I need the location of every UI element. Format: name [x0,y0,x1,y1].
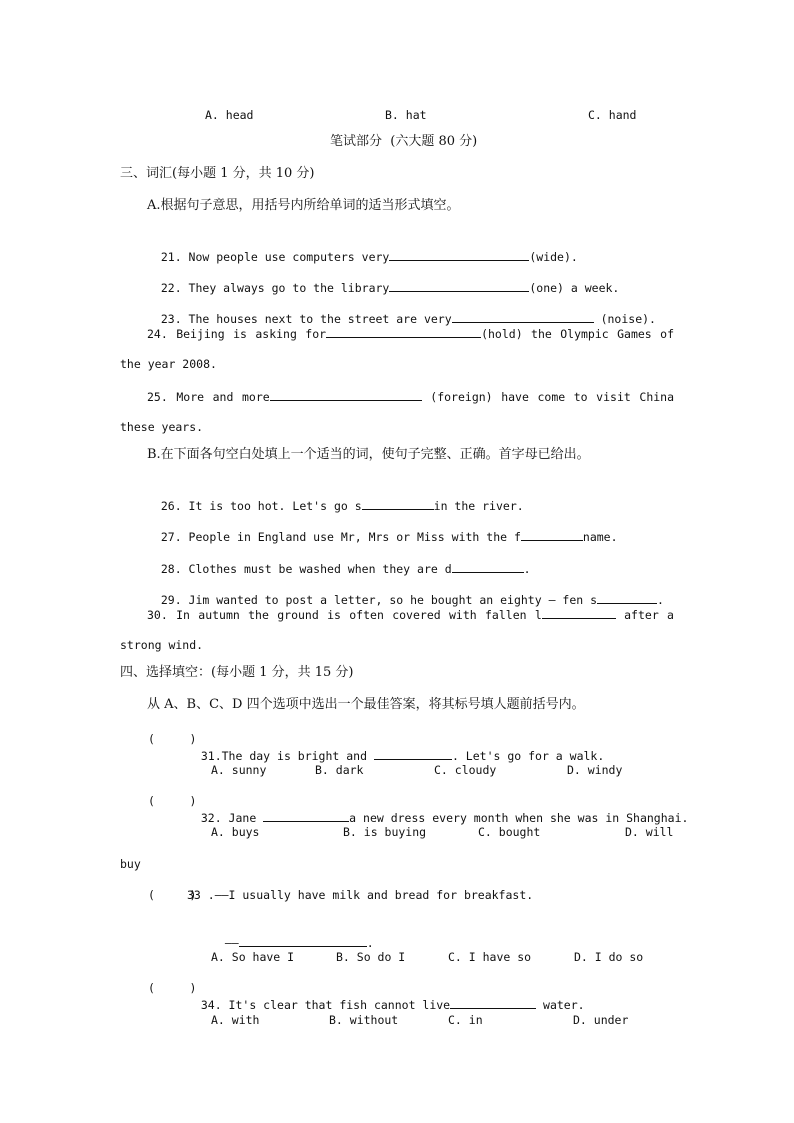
question-30: 30. In autumn the ground is often covered with fallen l after a [147,608,674,622]
q31-option-d: D. windy [567,763,623,777]
section3-partB: B.在下面各句空白处填上一个适当的词，使句子完整、正确。首字母已给出。 [147,447,590,462]
q34-option-a: A. with [211,1013,260,1027]
question-29: 29. Jim wanted to post a letter, so he bought an eighty – fen s . [160,593,664,607]
q31-option-a: A. sunny [211,763,267,777]
question-25: 25. More and more (foreign) have come to visit China [147,390,675,404]
question-31: 31.The day is bright and . Let's go for a walk. [200,749,605,763]
q31-option-b: B. dark [315,763,364,777]
answer-blank[interactable] [521,528,583,541]
answer-blank[interactable] [452,310,594,323]
q33-option-d: D. I do so [574,950,644,964]
question-23: 23. The houses next to the street are very (noise). [160,312,656,326]
answer-bracket[interactable]: ( ) [148,888,197,902]
answer-blank[interactable] [542,606,616,619]
q34-option-c: C. in [448,1013,483,1027]
option-b: B. hat [385,108,427,122]
question-34: 34. It's clear that fish cannot live water. [200,998,585,1012]
q32-option-b: B. is buying [343,825,427,839]
q34-option-d: D. under [573,1013,629,1027]
answer-blank[interactable] [597,591,657,604]
answer-blank[interactable] [450,996,536,1009]
answer-blank[interactable] [452,560,524,573]
q34-option-b: B. without [329,1013,399,1027]
section4-heading: 四、选择填空：(每小题 1 分，共 15 分) [120,665,354,680]
q33-option-c: C. I have so [448,950,532,964]
question-33: 33 .——I usually have milk and bread for breakfast. [187,888,534,902]
answer-blank[interactable] [362,497,434,510]
question-27: 27. People in England use Mr, Mrs or Miss with the f name. [160,530,618,544]
q32-option-d: D. will [625,825,674,839]
answer-blank[interactable] [239,934,367,947]
answer-blank[interactable] [374,747,452,760]
answer-bracket[interactable]: ( ) [148,794,197,808]
answer-bracket[interactable]: ( ) [148,732,197,746]
q31-option-c: C. cloudy [434,763,497,777]
question-24-continued: the year 2008. [120,357,217,371]
section3-partA: A.根据句子意思，用括号内所给单词的适当形式填空。 [147,198,460,213]
question-26: 26. It is too hot. Let's go s in the river. [160,499,524,513]
question-25-continued: these years. [120,420,204,434]
question-33-reply: —— . [224,936,374,950]
q32-option-a: A. buys [211,825,260,839]
q33-option-a: A. So have I [211,950,295,964]
question-28: 28. Clothes must be washed when they are d . [160,562,531,576]
section4-instruction: 从 A、B、C、D 四个选项中选出一个最佳答案，将其标号填人题前括号内。 [147,697,585,712]
question-21: 21. Now people use computers very (wide). [160,250,578,264]
answer-blank[interactable] [270,388,422,401]
answer-blank[interactable] [263,809,349,822]
option-a: A. head [205,108,254,122]
answer-blank[interactable] [389,279,529,292]
question-24: 24. Beijing is asking for (hold) the Olympic Games of [147,327,674,341]
question-32-continued: buy [120,857,141,871]
section3-heading: 三、词汇(每小题 1 分，共 10 分) [120,166,315,181]
answer-blank[interactable] [326,325,481,338]
question-22: 22. They always go to the library (one) a week. [160,281,620,295]
question-30-continued: strong wind. [120,638,204,652]
q33-option-b: B. So do I [336,950,406,964]
question-32: 32. Jane a new dress every month when she was in Shanghai. [200,811,689,825]
q32-option-c: C. bought [478,825,541,839]
option-c: C. hand [588,108,637,122]
answer-bracket[interactable]: ( ) [148,981,197,995]
answer-blank[interactable] [389,248,529,261]
written-part-title: 笔试部分 (六大题 80 分) [330,134,478,149]
